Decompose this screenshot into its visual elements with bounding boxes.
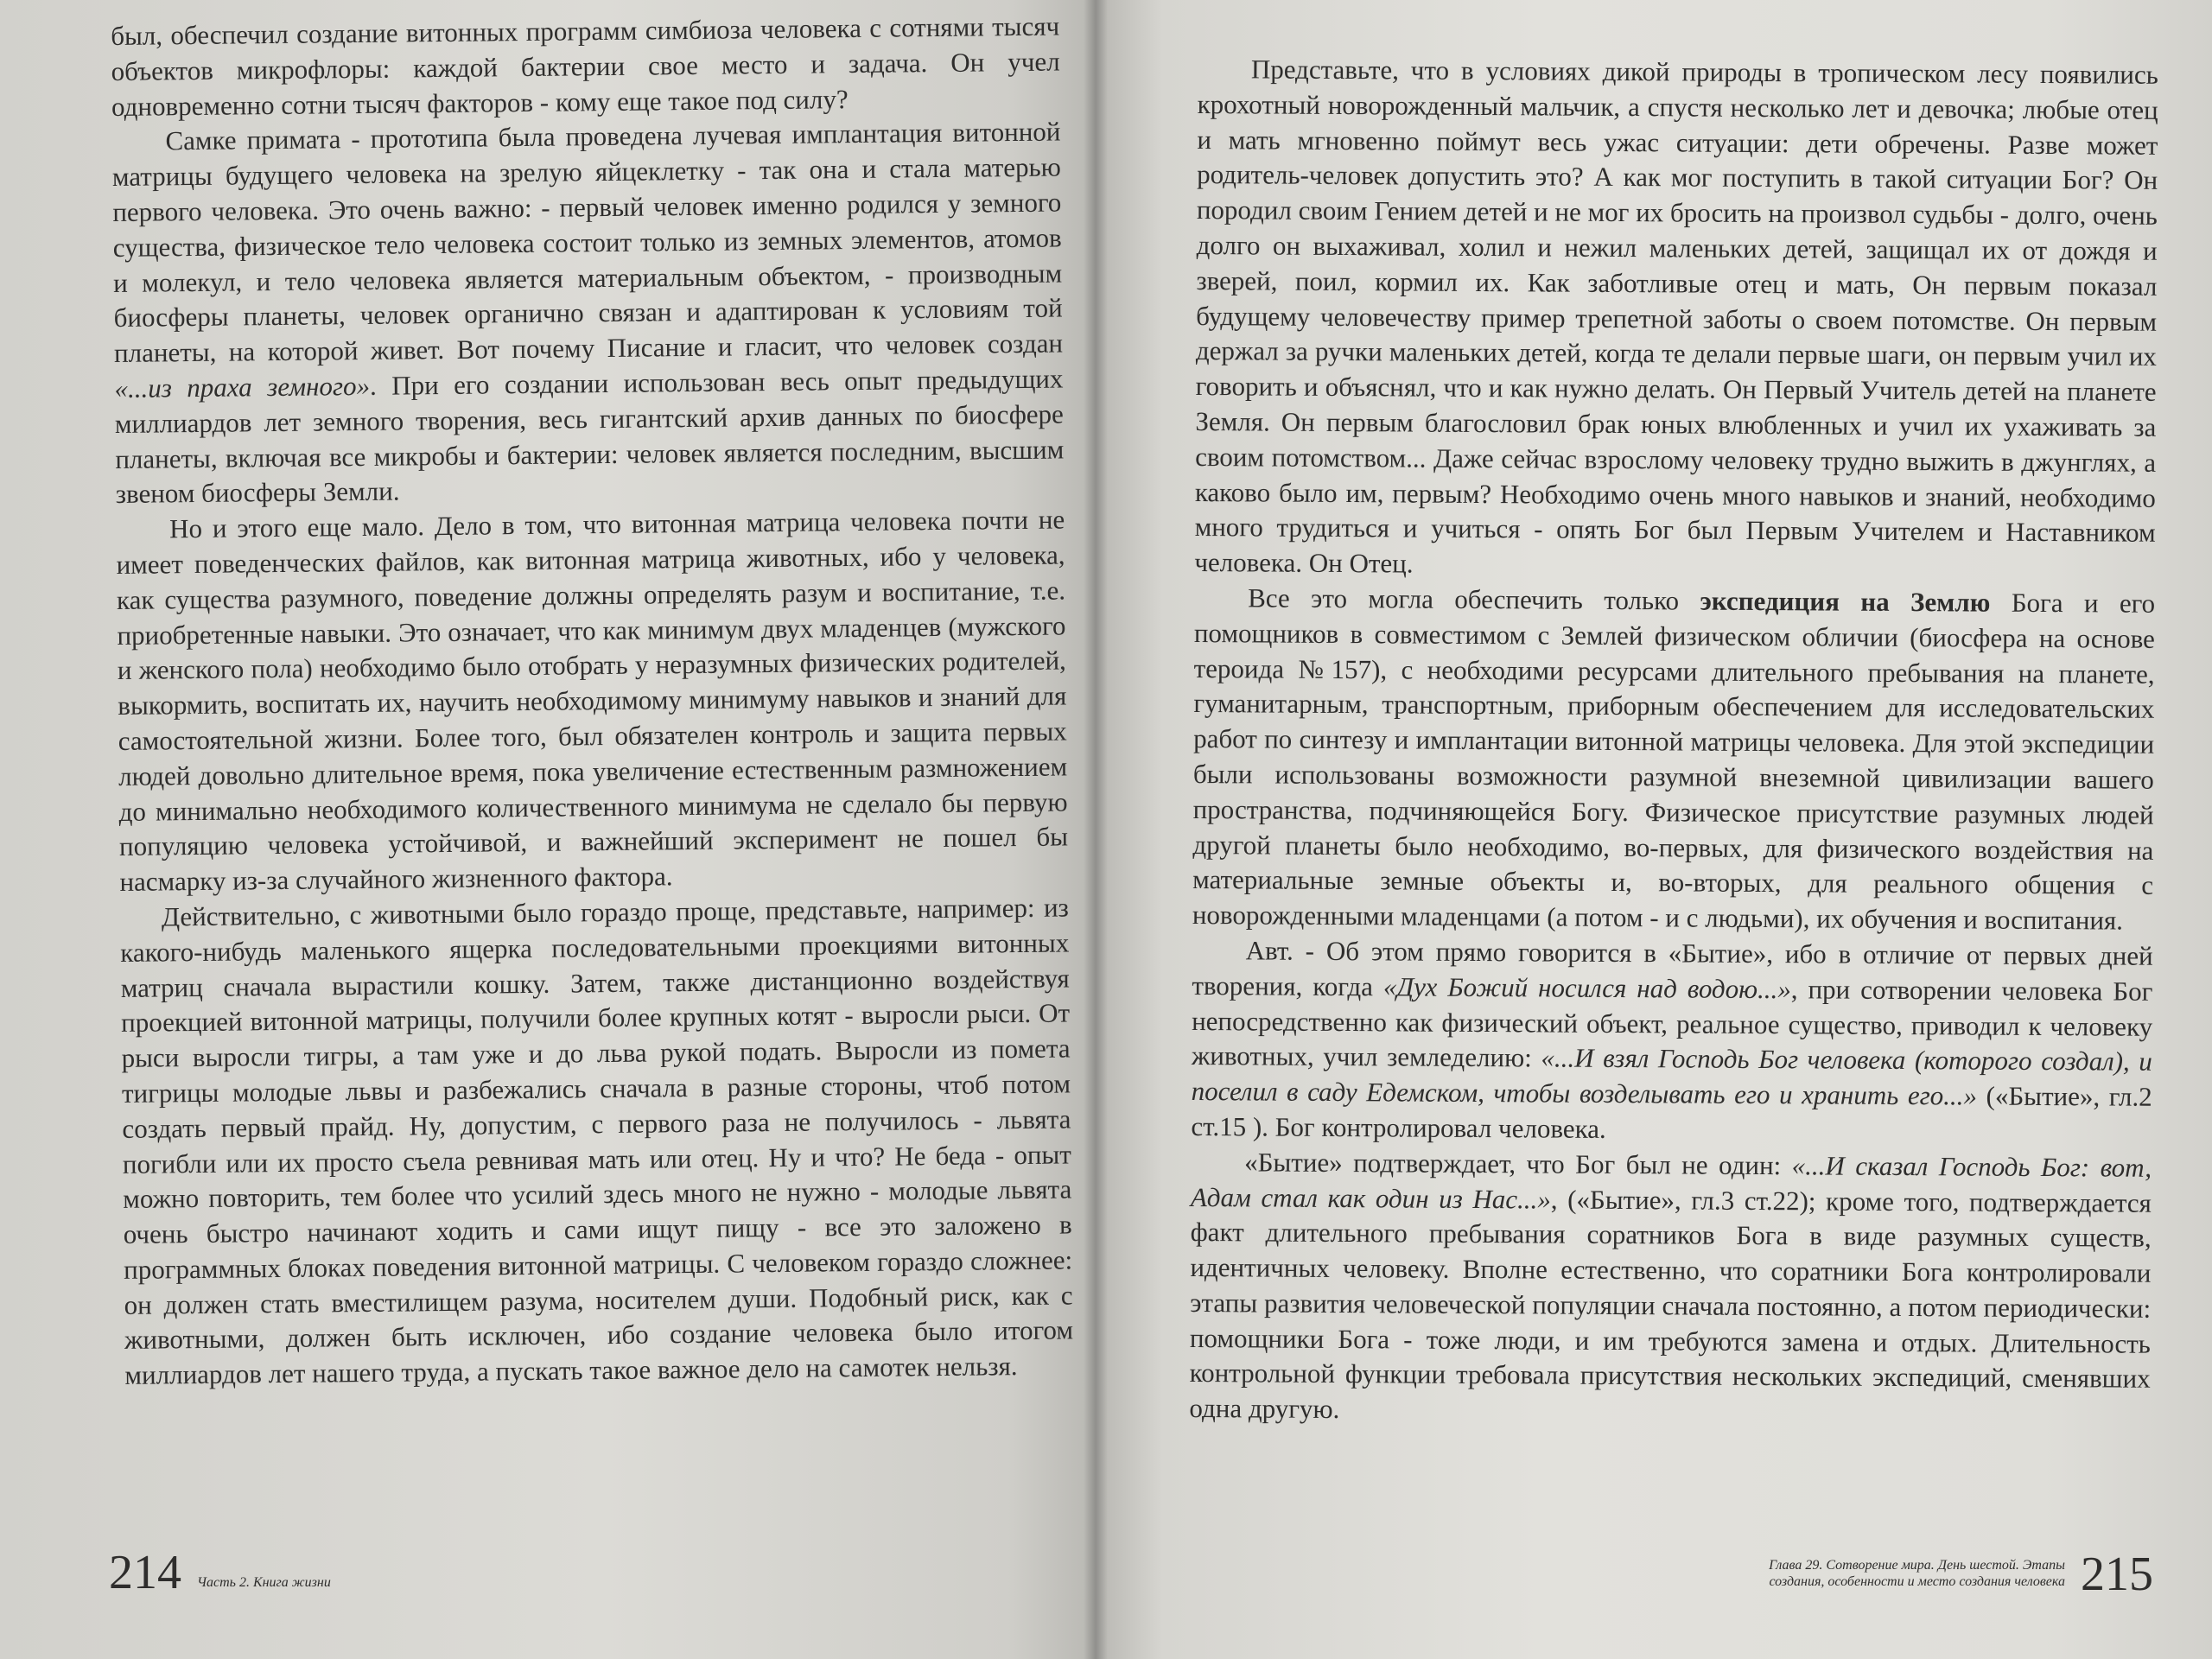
right-page	[1096, 0, 2212, 1659]
paragraph: был, обеспечил создание витонных программ симбиоза человека с сотнями тысяч объектов микрофлоры: каждой бактерии свое место и задача. Он учел одновременно сотни тысяч факторов - кому еще такое под силу?	[111, 10, 1060, 122]
scripture-quote: «Дух Божий носился над водою...»	[1382, 971, 1791, 1004]
book-gutter	[1084, 0, 1108, 1659]
paragraph: Самке примата - прототипа была проведена лучевая имплантация витонной матрицы будущего человека на зрелую яйцеклетку - так она и стала матерью первого человека. Это очень важно: - первый человек именно родился у земного существа, физическое тело человека состоит только из земных элементов, атомов и молекул, и тело человека является материальным объектом, - производным биосферы планеты, человек органично связан и адаптирован к условиям той планеты, на которой живет. Вот почему Писание и гласит, что человек создан «...из праха земного». При его создании использован весь опыт предыдущих миллиардов лет земного творения, весь гигантский архив данных по биосфере планеты, включая все микробы и бактерии: человек является последним, высшим звеном биосферы Земли.	[111, 116, 1065, 510]
paragraph: «Бытие» подтверждает, что Бог был не один: «...И сказал Господь Бог: вот, Адам стал как один из Нас...», («Бытие», гл.3 ст.22); кроме того, подтверждается факт длительного пребывания соратников Бога в виде разумных существ, идентичных человеку. Вполне естественно, что соратники Бога контролировали этапы развития человеческой популяции сначала постоянно, а потом периодически: помощники Бога - тоже люди, и им требуются замена и отдых. Длительность контрольной функции требовала присутствия нескольких экспедиций, сменявших одна другую.	[1189, 1147, 2152, 1425]
running-head-line: создания, особенности и место создания человека	[1769, 1574, 2065, 1589]
page-number: 215	[2081, 1548, 2153, 1601]
paragraph: Но и этого еще мало. Дело в том, что витонная матрица человека почти не имеет поведенческих файлов, как витонная матрица животных, ибо у человека, как существа разумного, поведение должны определять разум и воспитание, т.е. приобретенные навыки. Это означает, что как минимум двух младенцев (мужского и женского пола) необходимо было отобрать у неразумных физических родителей, выкормить, воспитать их, научить необходимому минимуму навыков и знаний для самостоятельной жизни. Более того, был обязателен контроль и защита первых людей довольно длительное время, пока увеличение естественным размножением до минимально необходимого количественного минимума не сделало бы первую популяцию человека устойчивой, и важнейший эксперимент не пошел бы насмарку из-за случайного жизненного фактора.	[116, 504, 1069, 898]
paragraph: Авт. - Об этом прямо говорится в «Бытие», ибо в отличие от первых дней творения, когда «Дух Божий носился над водою...», при сотворении человека Бог непосредственно как физический объект, реальное существо, приводил к человеку животных, учил земледелию: «...И взял Господь Бог человека (которого создал), и поселил в саду Едемском, чтобы возделывать его и хранить его...» («Бытие», гл.2 ст.15 ). Бог контролировал человека.	[1191, 935, 2153, 1144]
right-page-text	[1189, 52, 2158, 1433]
paragraph: Действительно, с животными было гораздо проще, представьте, например: из какого-нибудь маленького ящерка последовательными проекциями витонных матриц сначала вырастили кошку. Затем, также дистанционно воздействуя проекцией витонной матрицы, получили более крупных котят - выросли рыси. От рыси выросли тигры, а там уже и до льва рукой подать. Выросли из помета тигрицы молодые львы и разбежались сначала в разные стороны, чтоб потом создать первый прайд. Ну, допустим, с первого раза не получилось - львята погибли или их просто съела ревнивая мать или отец. Ну и что? Не беда - опыт можно повторить, тем более что усилий здесь много не нужно - молодые львята очень быстро начинают ходить и сами ищут пищу - все это заложено в программных блоках поведения витонной матрицы. С человеком гораздо сложнее: он должен стать вместилищем разума, носителем души. Подобный риск, как с животными, должен быть исключен, ибо создание человека было итогом миллиардов лет нашего труда, а пускать такое важное дело на самотек нельзя.	[120, 892, 1074, 1391]
scripture-quote: «...И сказал Господь Бог: вот, Адам стал как один из Нас...»	[1190, 1149, 2152, 1215]
running-head	[1671, 1557, 2065, 1590]
scripture-quote: «...И взял Господь Бог человека (которого создал), и поселил в саду Едемском, чтобы возделывать его и хранить его...»	[1191, 1042, 2152, 1111]
left-page-text	[111, 10, 1074, 1394]
left-page	[0, 0, 1096, 1659]
running-head: Часть 2. Книга жизни	[197, 1575, 331, 1590]
paragraph: Представьте, что в условиях дикой природы в тропическом лесу появились крохотный новорожденный мальчик, а спустя несколько лет и девочка; любые отец и мать мгновенно поймут весь ужас ситуации: дети обречены. Разве может родитель-человек допустить это? А как мог поступить в такой ситуации Бог? Он породил своим Гением детей и не мог их бросить на произвол судьбы - долго, очень долго он выхаживал, холил и нежил маленьких детей, защищал их от дождя и зверей, поил, кормил их. Как заботливые отец и мать, Он первым показал будущему человечеству пример трепетной заботы о своем потомстве. Он первым держал за ручки маленьких детей, когда те делали первые шаги, он первым учил их говорить и объяснял, что и как нужно делать. Он Первый Учитель детей на планете Земля. Он первым благословил брак юных влюбленных и учил их ухаживать за своим потомством... Даже сейчас взрослому человеку трудно выжить в джунглях, а каково было им, первым? Необходимо очень много навыков и знаний, необходимо много трудиться и учиться - опять Бог был Первым Учителем и Наставником человека. Он Отец.	[1194, 54, 2158, 579]
paragraph: Все это могла обеспечить только экспедиция на Землю Бога и его помощников в совместимом с Землей физическом обличии (биосфера на основе тероида №157), с необходими ресурсами длительного пребывания на планете, гуманитарным, транспортным, приборным обеспечением для исследовательских работ по синтезу и имплантации витонной матрицы человека. Для этой экспедиции были использованы возможности разумной внеземной цивилизации вашего пространства, подчиняющейся Богу. Физическое присутствие разумных людей другой планеты было необходимо, во-первых, для физического воздействия на материальные земные объекты и, во-вторых, для реального общения с новорожденными младенцами (а потом - и с людьми), их обучения и воспитания.	[1192, 582, 2156, 936]
scripture-quote: «...из праха земного»	[114, 370, 371, 404]
page-number: 214	[109, 1546, 181, 1599]
bold-term: экспедиция на Землю	[1700, 585, 1991, 618]
running-head-line: Глава 29. Сотворение мира. День шестой. Этапы	[1769, 1558, 2065, 1573]
